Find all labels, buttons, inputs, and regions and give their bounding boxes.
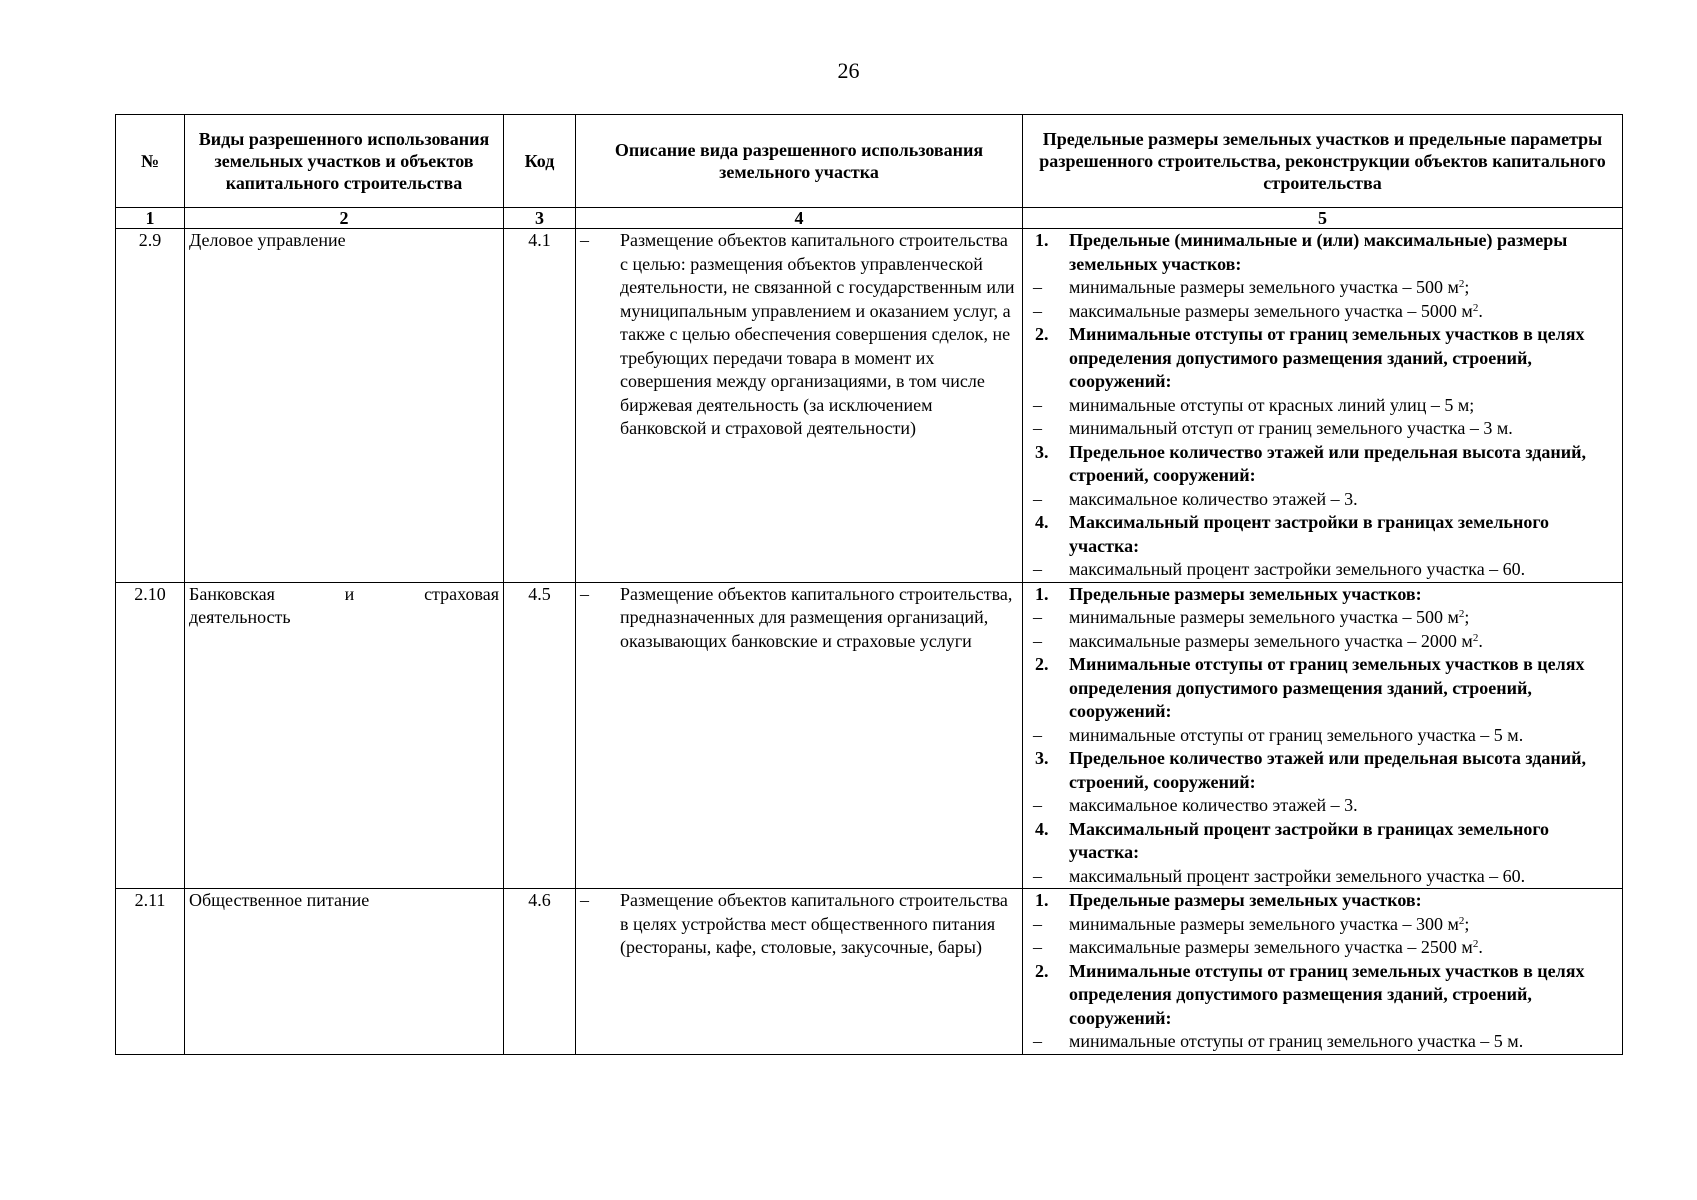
param-item bbox=[1027, 417, 1618, 441]
bullet-dash: – bbox=[580, 890, 589, 910]
param-item bbox=[1027, 865, 1618, 889]
header-type: Виды разрешенного использования земельных участков и объектов капитального строительства bbox=[185, 115, 504, 208]
param-text: минимальные отступы от красных линий улиц – 5 м; bbox=[1069, 394, 1475, 415]
column-number: 2 bbox=[185, 208, 504, 229]
table-header-row bbox=[116, 115, 1623, 208]
param-text: Предельные размеры земельных участков: bbox=[1069, 890, 1422, 910]
param-text: Максимальный процент застройки в границах земельного участка: bbox=[1069, 512, 1550, 556]
param-text: Предельные (минимальные и (или) максимальные) размеры земельных участков: bbox=[1069, 230, 1568, 274]
param-heading bbox=[1027, 441, 1618, 488]
param-number: 3. bbox=[1035, 441, 1049, 462]
bullet-dash: – bbox=[1033, 630, 1042, 651]
header-code: Код bbox=[504, 115, 576, 208]
superscript: 2 bbox=[1458, 914, 1465, 927]
param-text: максимальные размеры земельного участка – 5000 $м^2$. bbox=[1069, 300, 1483, 321]
use-code: 4.6 bbox=[504, 889, 576, 1055]
name-word: Банковская bbox=[189, 583, 275, 604]
param-number: 1. bbox=[1035, 890, 1049, 910]
bullet-dash: – bbox=[1033, 300, 1042, 321]
param-item bbox=[1027, 394, 1618, 418]
use-type-name: Деловое управление bbox=[185, 229, 504, 583]
param-number: 1. bbox=[1035, 230, 1049, 250]
bullet-dash: – bbox=[1033, 607, 1042, 627]
page-number: 26 bbox=[837, 58, 860, 83]
superscript: 2 bbox=[1458, 608, 1465, 620]
table-row bbox=[116, 229, 1623, 583]
param-number: 2. bbox=[1035, 654, 1049, 674]
bullet-dash: – bbox=[1033, 937, 1042, 957]
header-num: № bbox=[116, 115, 185, 208]
param-item bbox=[1027, 936, 1618, 960]
header-description: Описание вида разрешенного использования земельного участка bbox=[576, 115, 1023, 208]
bullet-dash: – bbox=[1033, 418, 1042, 438]
param-heading bbox=[1027, 511, 1618, 558]
bullet-dash: – bbox=[1033, 559, 1042, 579]
param-heading bbox=[1027, 889, 1618, 913]
param-text: минимальные размеры земельного участка – 500 $м^2$; bbox=[1069, 277, 1470, 297]
bullet-dash: – bbox=[1033, 394, 1042, 415]
use-description bbox=[576, 582, 1023, 889]
param-heading bbox=[1027, 323, 1618, 394]
param-number: 4. bbox=[1035, 512, 1049, 532]
bullet-dash: – bbox=[1033, 277, 1042, 297]
param-item bbox=[1027, 724, 1618, 748]
use-description bbox=[576, 229, 1023, 583]
param-heading bbox=[1027, 583, 1618, 607]
param-item bbox=[1027, 630, 1618, 654]
param-item bbox=[1027, 300, 1618, 324]
param-text: Предельные размеры земельных участков: bbox=[1069, 583, 1422, 604]
params-cell bbox=[1023, 582, 1623, 889]
params-cell bbox=[1023, 229, 1623, 583]
superscript: 2 bbox=[1458, 278, 1465, 290]
superscript: 2 bbox=[1472, 631, 1479, 644]
param-text: минимальные размеры земельного участка – 500 $м^2$; bbox=[1069, 607, 1470, 627]
param-number: 2. bbox=[1035, 960, 1049, 981]
bullet-dash: – bbox=[1033, 724, 1042, 745]
column-number: 4 bbox=[576, 208, 1023, 229]
use-type-name: Общественное питание bbox=[185, 889, 504, 1055]
column-number: 5 bbox=[1023, 208, 1623, 229]
param-text: минимальные отступы от границ земельного участка – 5 м. bbox=[1069, 724, 1524, 745]
param-heading bbox=[1027, 229, 1618, 276]
param-number: 3. bbox=[1035, 748, 1049, 768]
use-description bbox=[576, 889, 1023, 1055]
param-text: Минимальные отступы от границ земельных участков в целях определения допустимого размещения зданий, строений, сооружений: bbox=[1069, 960, 1585, 1028]
description-text: Размещение объектов капитального строительства, предназначенных для размещения организаций, оказывающих банковские и страховые услуги bbox=[620, 583, 1013, 651]
name-word: страховая bbox=[424, 583, 499, 604]
name-word: и bbox=[344, 583, 355, 604]
name-line: деятельность bbox=[189, 607, 291, 627]
param-text: минимальные размеры земельного участка – 300 $м^2$; bbox=[1069, 913, 1470, 934]
param-text: Предельное количество этажей или предельная высота зданий, строений, сооружений: bbox=[1069, 748, 1587, 792]
param-text: Максимальный процент застройки в границах земельного участка: bbox=[1069, 818, 1550, 862]
use-type-name bbox=[185, 582, 504, 889]
use-code: 4.1 bbox=[504, 229, 576, 583]
column-number: 1 bbox=[116, 208, 185, 229]
param-text: максимальные размеры земельного участка – 2500 $м^2$. bbox=[1069, 937, 1483, 957]
param-text: Предельное количество этажей или предельная высота зданий, строений, сооружений: bbox=[1069, 441, 1587, 485]
param-item bbox=[1027, 1030, 1618, 1054]
param-text: Минимальные отступы от границ земельных участков в целях определения допустимого размещения зданий, строений, сооружений: bbox=[1069, 654, 1585, 721]
bullet-dash: – bbox=[580, 230, 589, 250]
param-text: максимальное количество этажей – 3. bbox=[1069, 795, 1358, 815]
param-text: максимальные размеры земельного участка – 2000 $м^2$. bbox=[1069, 630, 1483, 651]
description-text: Размещение объектов капитального строительства в целях устройства мест общественного питания (рестораны, кафе, столовые, закусочные, бары) bbox=[620, 890, 1008, 957]
param-item bbox=[1027, 558, 1618, 582]
land-use-table bbox=[115, 114, 1623, 1055]
param-number: 2. bbox=[1035, 324, 1049, 344]
param-item bbox=[1027, 488, 1618, 512]
param-text: минимальный отступ от границ земельного участка – 3 м. bbox=[1069, 418, 1513, 438]
param-text: максимальный процент застройки земельного участка – 60. bbox=[1069, 865, 1526, 886]
description-text: Размещение объектов капитального строительства с целью: размещения объектов управленческой деятельности, не связанной с государственным или муниципальным управлением и оказанием услуг, а также с целью обеспечения совершения сделок, не требующих передачи товара в момент их совершения между организациями, в том числе биржевая деятельность (за исключением банковской и страховой деятельности) bbox=[620, 230, 1015, 438]
bullet-dash: – bbox=[1033, 1031, 1042, 1051]
row-number: 2.9 bbox=[116, 229, 185, 583]
table-row bbox=[116, 582, 1623, 889]
row-number: 2.11 bbox=[116, 889, 185, 1055]
bullet-dash: – bbox=[1033, 795, 1042, 815]
param-heading bbox=[1027, 653, 1618, 724]
row-number: 2.10 bbox=[116, 582, 185, 889]
param-item bbox=[1027, 913, 1618, 937]
param-heading bbox=[1027, 818, 1618, 865]
param-heading bbox=[1027, 960, 1618, 1031]
bullet-dash: – bbox=[1033, 865, 1042, 886]
param-text: максимальное количество этажей – 3. bbox=[1069, 488, 1358, 509]
param-heading bbox=[1027, 747, 1618, 794]
superscript: 2 bbox=[1472, 938, 1479, 950]
param-item bbox=[1027, 794, 1618, 818]
column-number: 3 bbox=[504, 208, 576, 229]
use-code: 4.5 bbox=[504, 582, 576, 889]
params-cell bbox=[1023, 889, 1623, 1055]
bullet-dash: – bbox=[1033, 913, 1042, 934]
superscript: 2 bbox=[1472, 301, 1479, 314]
param-item bbox=[1027, 276, 1618, 300]
param-text: максимальный процент застройки земельного участка – 60. bbox=[1069, 559, 1526, 579]
table-row bbox=[116, 889, 1623, 1055]
header-params: Предельные размеры земельных участков и предельные параметры разрешенного строительства, реконструкции объектов капитального строительства bbox=[1023, 115, 1623, 208]
column-number-row bbox=[116, 208, 1623, 229]
param-number: 1. bbox=[1035, 583, 1049, 604]
param-text: минимальные отступы от границ земельного участка – 5 м. bbox=[1069, 1031, 1524, 1051]
param-number: 4. bbox=[1035, 818, 1049, 839]
param-item bbox=[1027, 606, 1618, 630]
bullet-dash: – bbox=[580, 583, 589, 604]
bullet-dash: – bbox=[1033, 488, 1042, 509]
param-text: Минимальные отступы от границ земельных участков в целях определения допустимого размещения зданий, строений, сооружений: bbox=[1069, 324, 1585, 391]
